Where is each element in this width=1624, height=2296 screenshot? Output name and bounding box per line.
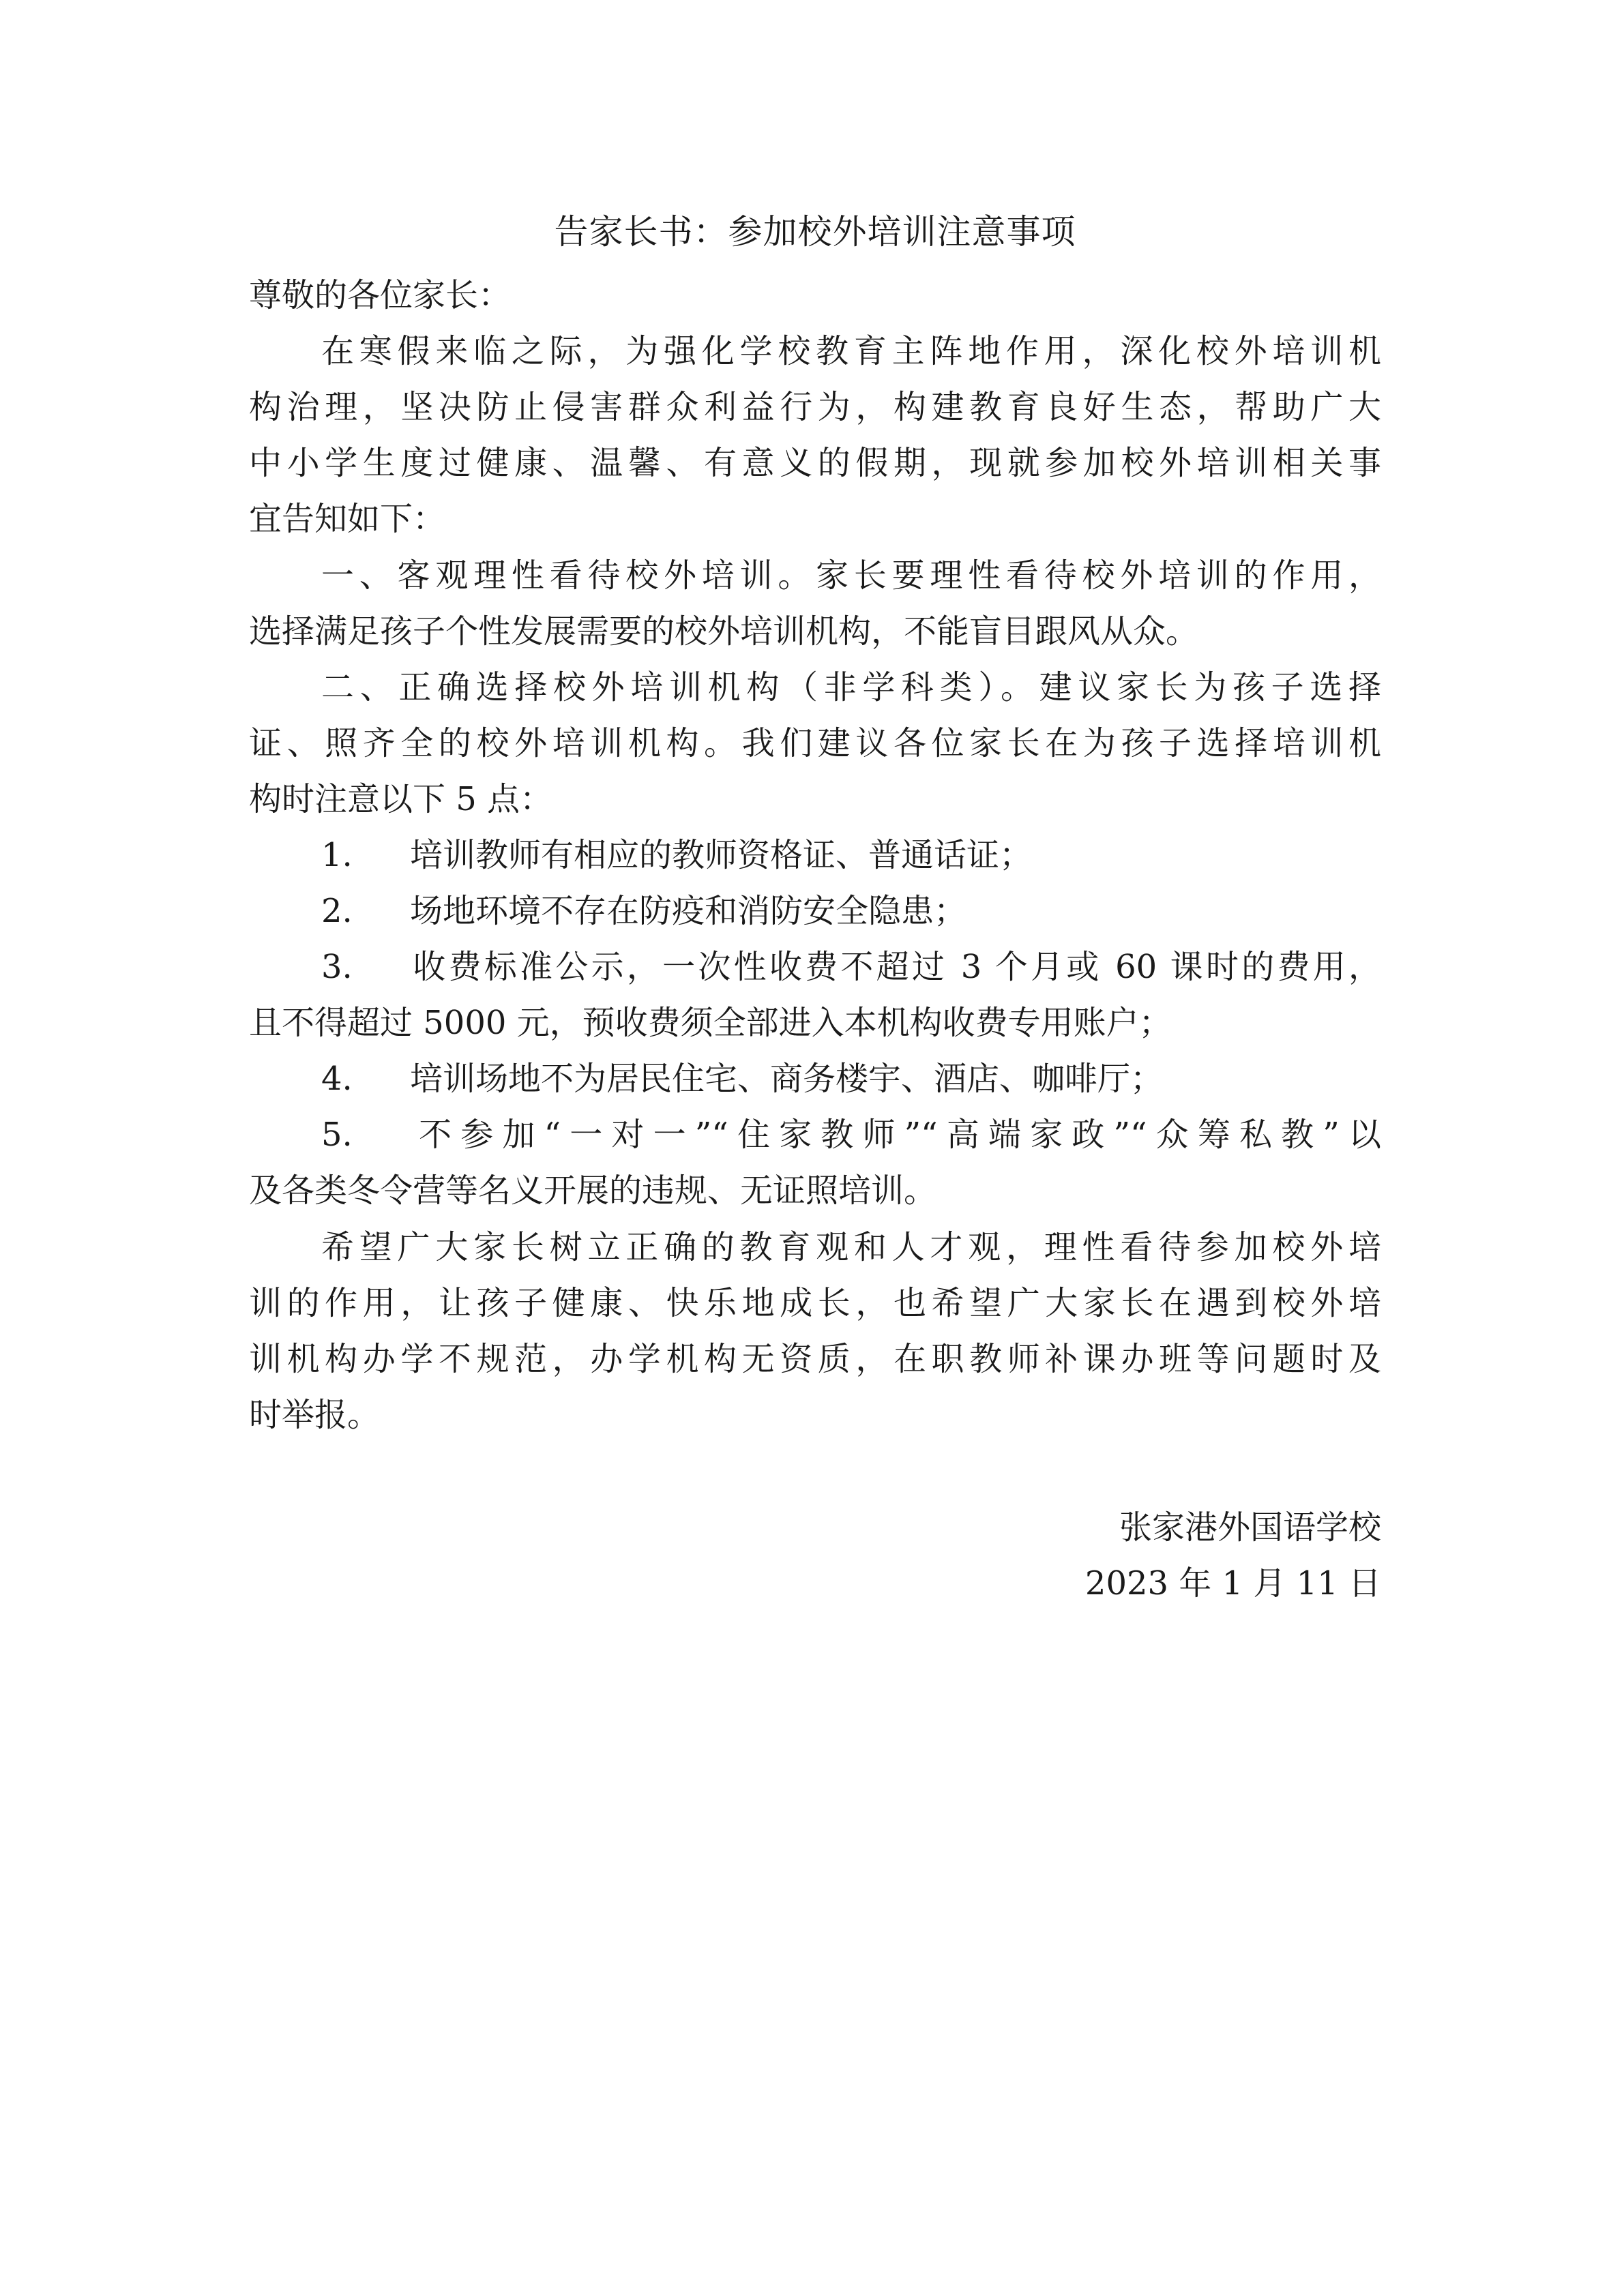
section1-line-1: 一、客观理性看待校外培训。家长要理性看待校外培训的作用， [321, 556, 1381, 595]
list-item [321, 833, 1032, 877]
list-item-number: 5. [321, 1116, 353, 1154]
document-title: 告家长书：参加校外培训注意事项 [554, 212, 1076, 252]
document-date: 2023 年 1 月 11 日 [1084, 1564, 1381, 1602]
list-item-continuation: 及各类冬令营等名义开展的违规、无证照培训。 [249, 1172, 937, 1210]
list-item [321, 1113, 1381, 1157]
list-item-text: 不参加“一对一”“住家教师”“高端家政”“众筹私教”以 [410, 1116, 1381, 1154]
closing-line-4: 时举报。 [249, 1396, 381, 1434]
intro-line-1: 在寒假来临之际，为强化学校教育主阵地作用，深化校外培训机 [321, 332, 1381, 370]
section1-line-2: 选择满足孩子个性发展需要的校外培训机构，不能盲目跟风从众。 [249, 612, 1199, 651]
closing-line-2: 训的作用，让孩子健康、快乐地成长，也希望广大家长在遇到校外培 [249, 1284, 1381, 1322]
list-item-number: 4. [321, 1060, 353, 1098]
list-item-text: 场地环境不存在防疫和消防安全隐患； [410, 892, 967, 930]
list-item-number: 2. [321, 892, 353, 930]
list-item [321, 945, 1381, 989]
signature: 张家港外国语学校 [1119, 1508, 1381, 1547]
section2-line-3: 构时注意以下 5 点： [249, 780, 553, 818]
section2-line-2: 证、照齐全的校外培训机构。我们建议各位家长在为孩子选择培训机 [249, 724, 1381, 762]
list-item-continuation: 且不得超过 5000 元，预收费须全部进入本机构收费专用账户； [249, 1004, 1172, 1042]
list-item [321, 889, 966, 933]
intro-line-4: 宜告知如下： [249, 500, 446, 538]
list-item-text: 培训场地不为居民住宅、商务楼宇、酒店、咖啡厅； [410, 1060, 1164, 1098]
salutation: 尊敬的各位家长： [249, 276, 512, 314]
intro-line-3: 中小学生度过健康、温馨、有意义的假期，现就参加校外培训相关事 [249, 444, 1381, 482]
list-item-text: 培训教师有相应的教师资格证、普通话证； [410, 836, 1033, 874]
closing-line-3: 训机构办学不规范，办学机构无资质，在职教师补课办班等问题时及 [249, 1340, 1381, 1378]
closing-line-1: 希望广大家长树立正确的教育观和人才观，理性看待参加校外培 [321, 1228, 1381, 1266]
list-item-number: 1. [321, 836, 353, 874]
section2-line-1: 二、正确选择校外培训机构（非学科类）。建议家长为孩子选择 [321, 668, 1381, 706]
intro-line-2: 构治理，坚决防止侵害群众利益行为，构建教育良好生态，帮助广大 [249, 388, 1381, 426]
list-item [321, 1057, 1163, 1101]
list-item-text: 收费标准公示，一次性收费不超过 3 个月或 60 课时的费用， [410, 948, 1381, 986]
list-item-number: 3. [321, 948, 353, 986]
